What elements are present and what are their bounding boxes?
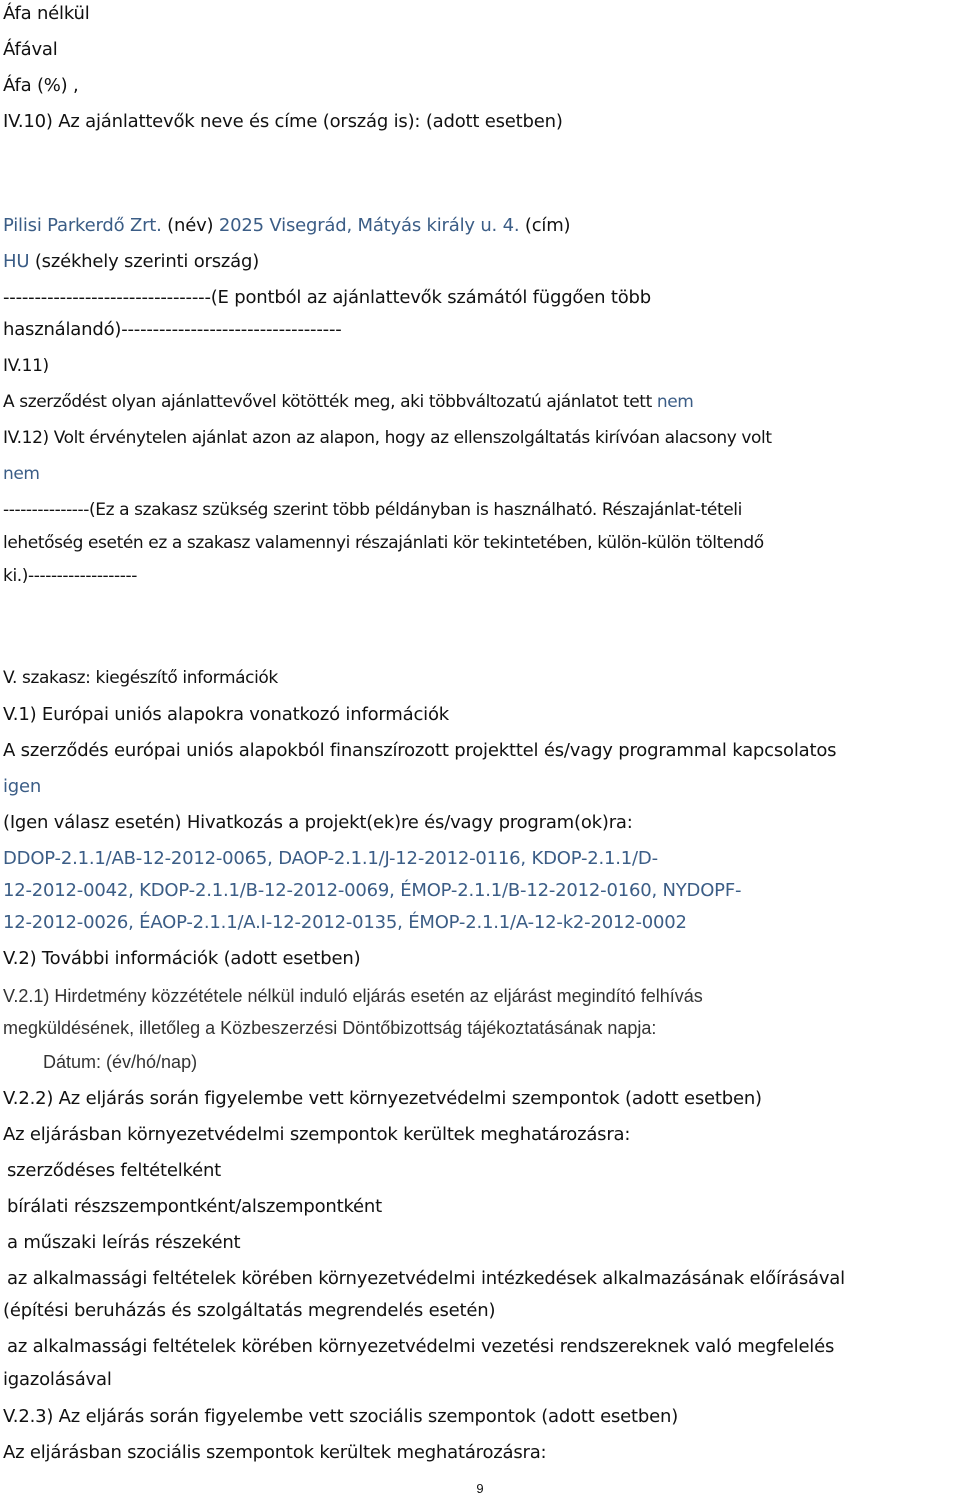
answer-value: nem: [3, 464, 40, 484]
contractor-name: Pilisi Parkerdő Zrt.: [3, 215, 162, 236]
text-line: ki.)-------------------: [3, 566, 137, 586]
project-reference: 12-2012-0042, KDOP-2.1.1/B-12-2012-0069, ÉMOP-2.1.1/B-12-2012-0160, NYDOPF-: [3, 880, 742, 901]
option-item: szerződéses feltételként: [7, 1160, 222, 1181]
page-number: 9: [476, 1481, 484, 1496]
subsection-heading: V.2) További információk (adott esetben): [3, 948, 361, 969]
text-line: ---------------------------------(E pontból az ajánlattevők számától függően több: [3, 287, 651, 308]
country-line: [3, 251, 259, 273]
section-heading: IV.11): [3, 356, 49, 376]
option-item: a műszaki leírás részeként: [7, 1232, 241, 1253]
label-text: (cím): [519, 215, 571, 236]
section-heading: IV.10) Az ajánlattevők neve és címe (ország is): (adott esetben): [3, 111, 563, 132]
text-line: lehetőség esetén ez a szakasz valamennyi részajánlati kör tekintetében, külön-külön töltendő: [3, 533, 764, 553]
date-label: Dátum: (év/hó/nap): [43, 1052, 198, 1072]
option-item: az alkalmassági feltételek körében környezetvédelmi intézkedések alkalmazásának előírásával: [7, 1268, 845, 1289]
text-line: (Igen válasz esetén) Hivatkozás a projekt(ek)re és/vagy program(ok)ra:: [3, 812, 633, 833]
text-line: (építési beruházás és szolgáltatás megrendelés esetén): [3, 1300, 496, 1321]
text-line: IV.12) Volt érvénytelen ajánlat azon az alapon, hogy az ellenszolgáltatás kirívóan alacsony volt: [3, 428, 772, 448]
label-text: (név): [161, 215, 219, 236]
text-line: Áfa (%) ,: [3, 75, 79, 96]
text-line: Áfa nélkül: [3, 3, 90, 24]
text-line: megküldésének, illetőleg a Közbeszerzési Döntőbizottság tájékoztatásának napja:: [3, 1018, 657, 1038]
text-line: Áfával: [3, 39, 58, 60]
section-heading: V. szakasz: kiegészítő információk: [3, 668, 278, 688]
contractor-line: [3, 215, 570, 237]
variant-offer-line: [3, 391, 693, 413]
project-reference: 12-2012-0026, ÉAOP-2.1.1/A.I-12-2012-0135, ÉMOP-2.1.1/A-12-k2-2012-0002: [3, 912, 687, 933]
option-item: az alkalmassági feltételek körében környezetvédelmi vezetési rendszereknek való megfelelés: [7, 1336, 835, 1357]
country-value: HU: [3, 251, 30, 272]
subsection-heading: V.1) Európai uniós alapokra vonatkozó információk: [3, 704, 449, 725]
answer-value: nem: [656, 392, 694, 412]
text-line: Az eljárásban szociális szempontok kerültek meghatározásra:: [3, 1442, 547, 1463]
answer-value: igen: [3, 776, 42, 797]
text-line: V.2.1) Hirdetmény közzététele nélkül induló eljárás esetén az eljárást megindító felhívás: [3, 986, 703, 1006]
label-text: (székhely szerinti ország): [29, 251, 260, 272]
text-line: Az eljárásban környezetvédelmi szempontok kerültek meghatározásra:: [3, 1124, 631, 1145]
contractor-address: 2025 Visegrád, Mátyás király u. 4.: [218, 215, 520, 236]
text-line: igazolásával: [3, 1369, 112, 1390]
subsection-heading: V.2.2) Az eljárás során figyelembe vett környezetvédelmi szempontok (adott esetben): [3, 1088, 762, 1109]
text-line: használandó)-----------------------------------: [3, 319, 342, 340]
project-reference: DDOP-2.1.1/AB-12-2012-0065, DAOP-2.1.1/J-12-2012-0116, KDOP-2.1.1/D-: [3, 848, 658, 869]
text-line: ---------------(Ez a szakasz szükség szerint több példányban is használható. Részajánlat-tételi: [3, 500, 742, 520]
label-text: A szerződést olyan ajánlattevővel kötötték meg, aki többváltozatú ajánlatot tett: [3, 392, 657, 412]
text-line: A szerződés európai uniós alapokból finanszírozott projekttel és/vagy programmal kapcsolatos: [3, 740, 837, 761]
option-item: bírálati részszempontként/alszempontként: [7, 1196, 382, 1217]
subsection-heading: V.2.3) Az eljárás során figyelembe vett szociális szempontok (adott esetben): [3, 1406, 679, 1427]
